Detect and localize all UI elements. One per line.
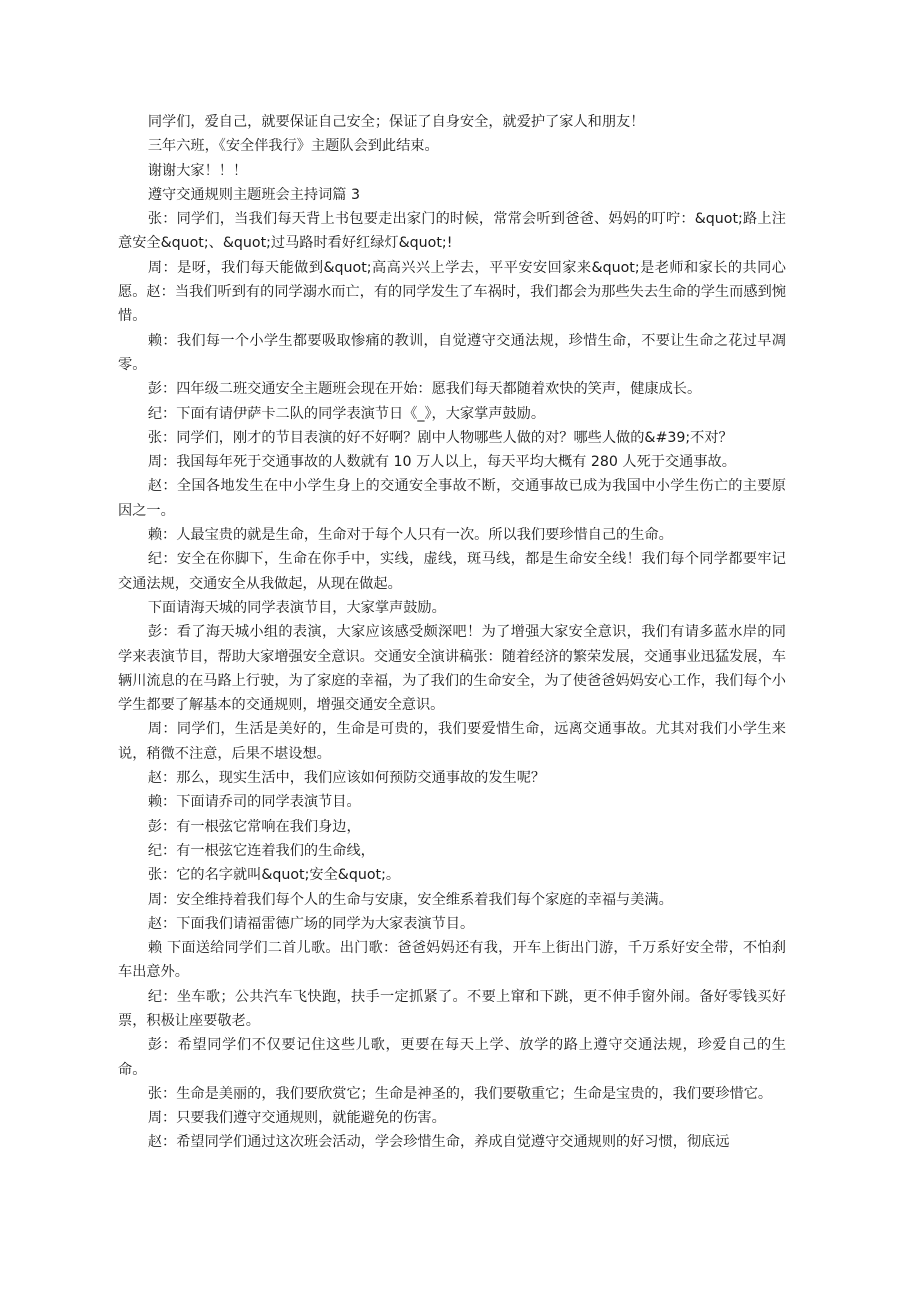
- paragraph: 纪：安全在你脚下，生命在你手中，实线，虚线，斑马线，都是生命安全线！我们每个同学都要牢记交通法规，交通安全从我做起，从现在做起。: [118, 551, 786, 592]
- paragraph: 周：同学们，生活是美好的，生命是可贵的，我们要爱惜生命，远离交通事故。尤其对我们小学生来说，稍微不注意，后果不堪设想。: [118, 721, 786, 762]
- paragraph: 张：它的名字就叫&quot;安全&quot;。: [147, 867, 401, 884]
- paragraph: 周：安全维持着我们每个人的生命与安康，安全维系着我们每个家庭的幸福与美满。: [147, 891, 673, 908]
- paragraph: 彭：四年级二班交通安全主题班会现在开始：愿我们每天都随着欢快的笑声，健康成长。: [147, 381, 702, 398]
- paragraph: 赵：那么，现实生活中，我们应该如何预防交通事故的发生呢？: [147, 770, 546, 787]
- paragraph: 张：同学们，刚才的节目表演的好不好啊？剧中人物哪些人做的对？哪些人做的&#39;不对？: [147, 429, 733, 446]
- paragraph: 彭：希望同学们不仅要记住这些儿歌，更要在每天上学、放学的路上遵守交通法规，珍爱自己的生命。: [118, 1037, 786, 1078]
- paragraph: 三年六班，《安全伴我行》主题队会到此结束。: [147, 138, 439, 155]
- paragraph: 赖 下面送给同学们二首儿歌。出门歌：爸爸妈妈还有我，开车上街出门游，千万系好安全带，不怕刹车出意外。: [118, 940, 786, 981]
- paragraph: 彭：有一根弦它常响在我们身边，: [147, 818, 361, 835]
- paragraph: 纪：坐车歌；公共汽车飞快跑，扶手一定抓紧了。不要上窜和下跳，更不伸手窗外闹。备好零钱买好票，积极让座要敬老。: [118, 988, 786, 1029]
- paragraph: 周：是呀，我们每天能做到&quot;高高兴兴上学去，平平安安回家来&quot;是老师和家长的共同心愿。赵：当我们听到有的同学溺水而亡，有的同学发生了车祸时，我们都会为那些失去生命的学生而感到惋惜。: [118, 259, 786, 325]
- paragraph: 周：我国每年死于交通事故的人数就有 10 万人以上，每天平均大概有 280 人死于交通事故。: [147, 454, 736, 471]
- paragraph: 张：同学们，当我们每天背上书包要走出家门的时候，常常会听到爸爸、妈妈的叮咛：&quot;路上注意安全&quot;、&quot;过马路时看好红绿灯&quot;!: [118, 211, 786, 252]
- paragraph: 同学们，爱自己，就要保证自己安全；保证了自身安全，就爱护了家人和朋友！: [147, 114, 645, 130]
- paragraph: 赵：下面我们请福雷德广场的同学为大家表演节目。: [147, 915, 475, 932]
- paragraph: 张：生命是美丽的，我们要欣赏它；生命是神圣的，我们要敬重它；生命是宝贵的，我们要珍惜它。: [147, 1085, 773, 1102]
- paragraph: 纪：下面有请伊萨卡二队的同学表演节日《_》，大家掌声鼓励。: [147, 405, 546, 422]
- paragraph: 谢谢大家！！！: [147, 162, 248, 179]
- paragraph: 赵：全国各地发生在中小学生身上的交通安全事故不断，交通事故已成为我国中小学生伤亡的主要原因之一。: [118, 478, 786, 519]
- paragraph: 下面请海天城的同学表演节目，大家掌声鼓励。: [147, 599, 446, 616]
- paragraph: 赖：人最宝贵的就是生命，生命对于每个人只有一次。所以我们要珍惜自己的生命。: [147, 527, 673, 544]
- paragraph: 彭：看了海天城小组的表演，大家应该感受颇深吧！为了增强大家安全意识，我们有请多蓝水岸的同学来表演节目，帮助大家增强安全意识。交通安全演讲稿张：随着经济的繁荣发展，交通事业迅猛发展，车辆川流息的在马路上行驶，为了家庭的幸福，为了我们的生命安全，为了使爸爸妈妈安心工作，我们每个小学生都要了解基本的交通规则，增强交通安全意识。: [118, 624, 786, 714]
- paragraph: 纪：有一根弦它连着我们的生命线，: [147, 842, 375, 859]
- paragraph: 赖：下面请乔司的同学表演节目。: [147, 794, 361, 811]
- section-heading: 遵守交通规则主题班会主持词篇 3: [147, 186, 360, 203]
- document-body: [118, 110, 786, 1155]
- paragraph: 周：只要我们遵守交通规则，就能避免的伤害。: [147, 1110, 446, 1127]
- paragraph: 赖：我们每一个小学生都要吸取惨痛的教训，自觉遵守交通法规，珍惜生命，不要让生命之花过早凋零。: [118, 332, 786, 373]
- paragraph: 赵：希望同学们通过这次班会活动，学会珍惜生命，养成自觉遵守交通规则的好习惯，彻底远: [147, 1134, 730, 1151]
